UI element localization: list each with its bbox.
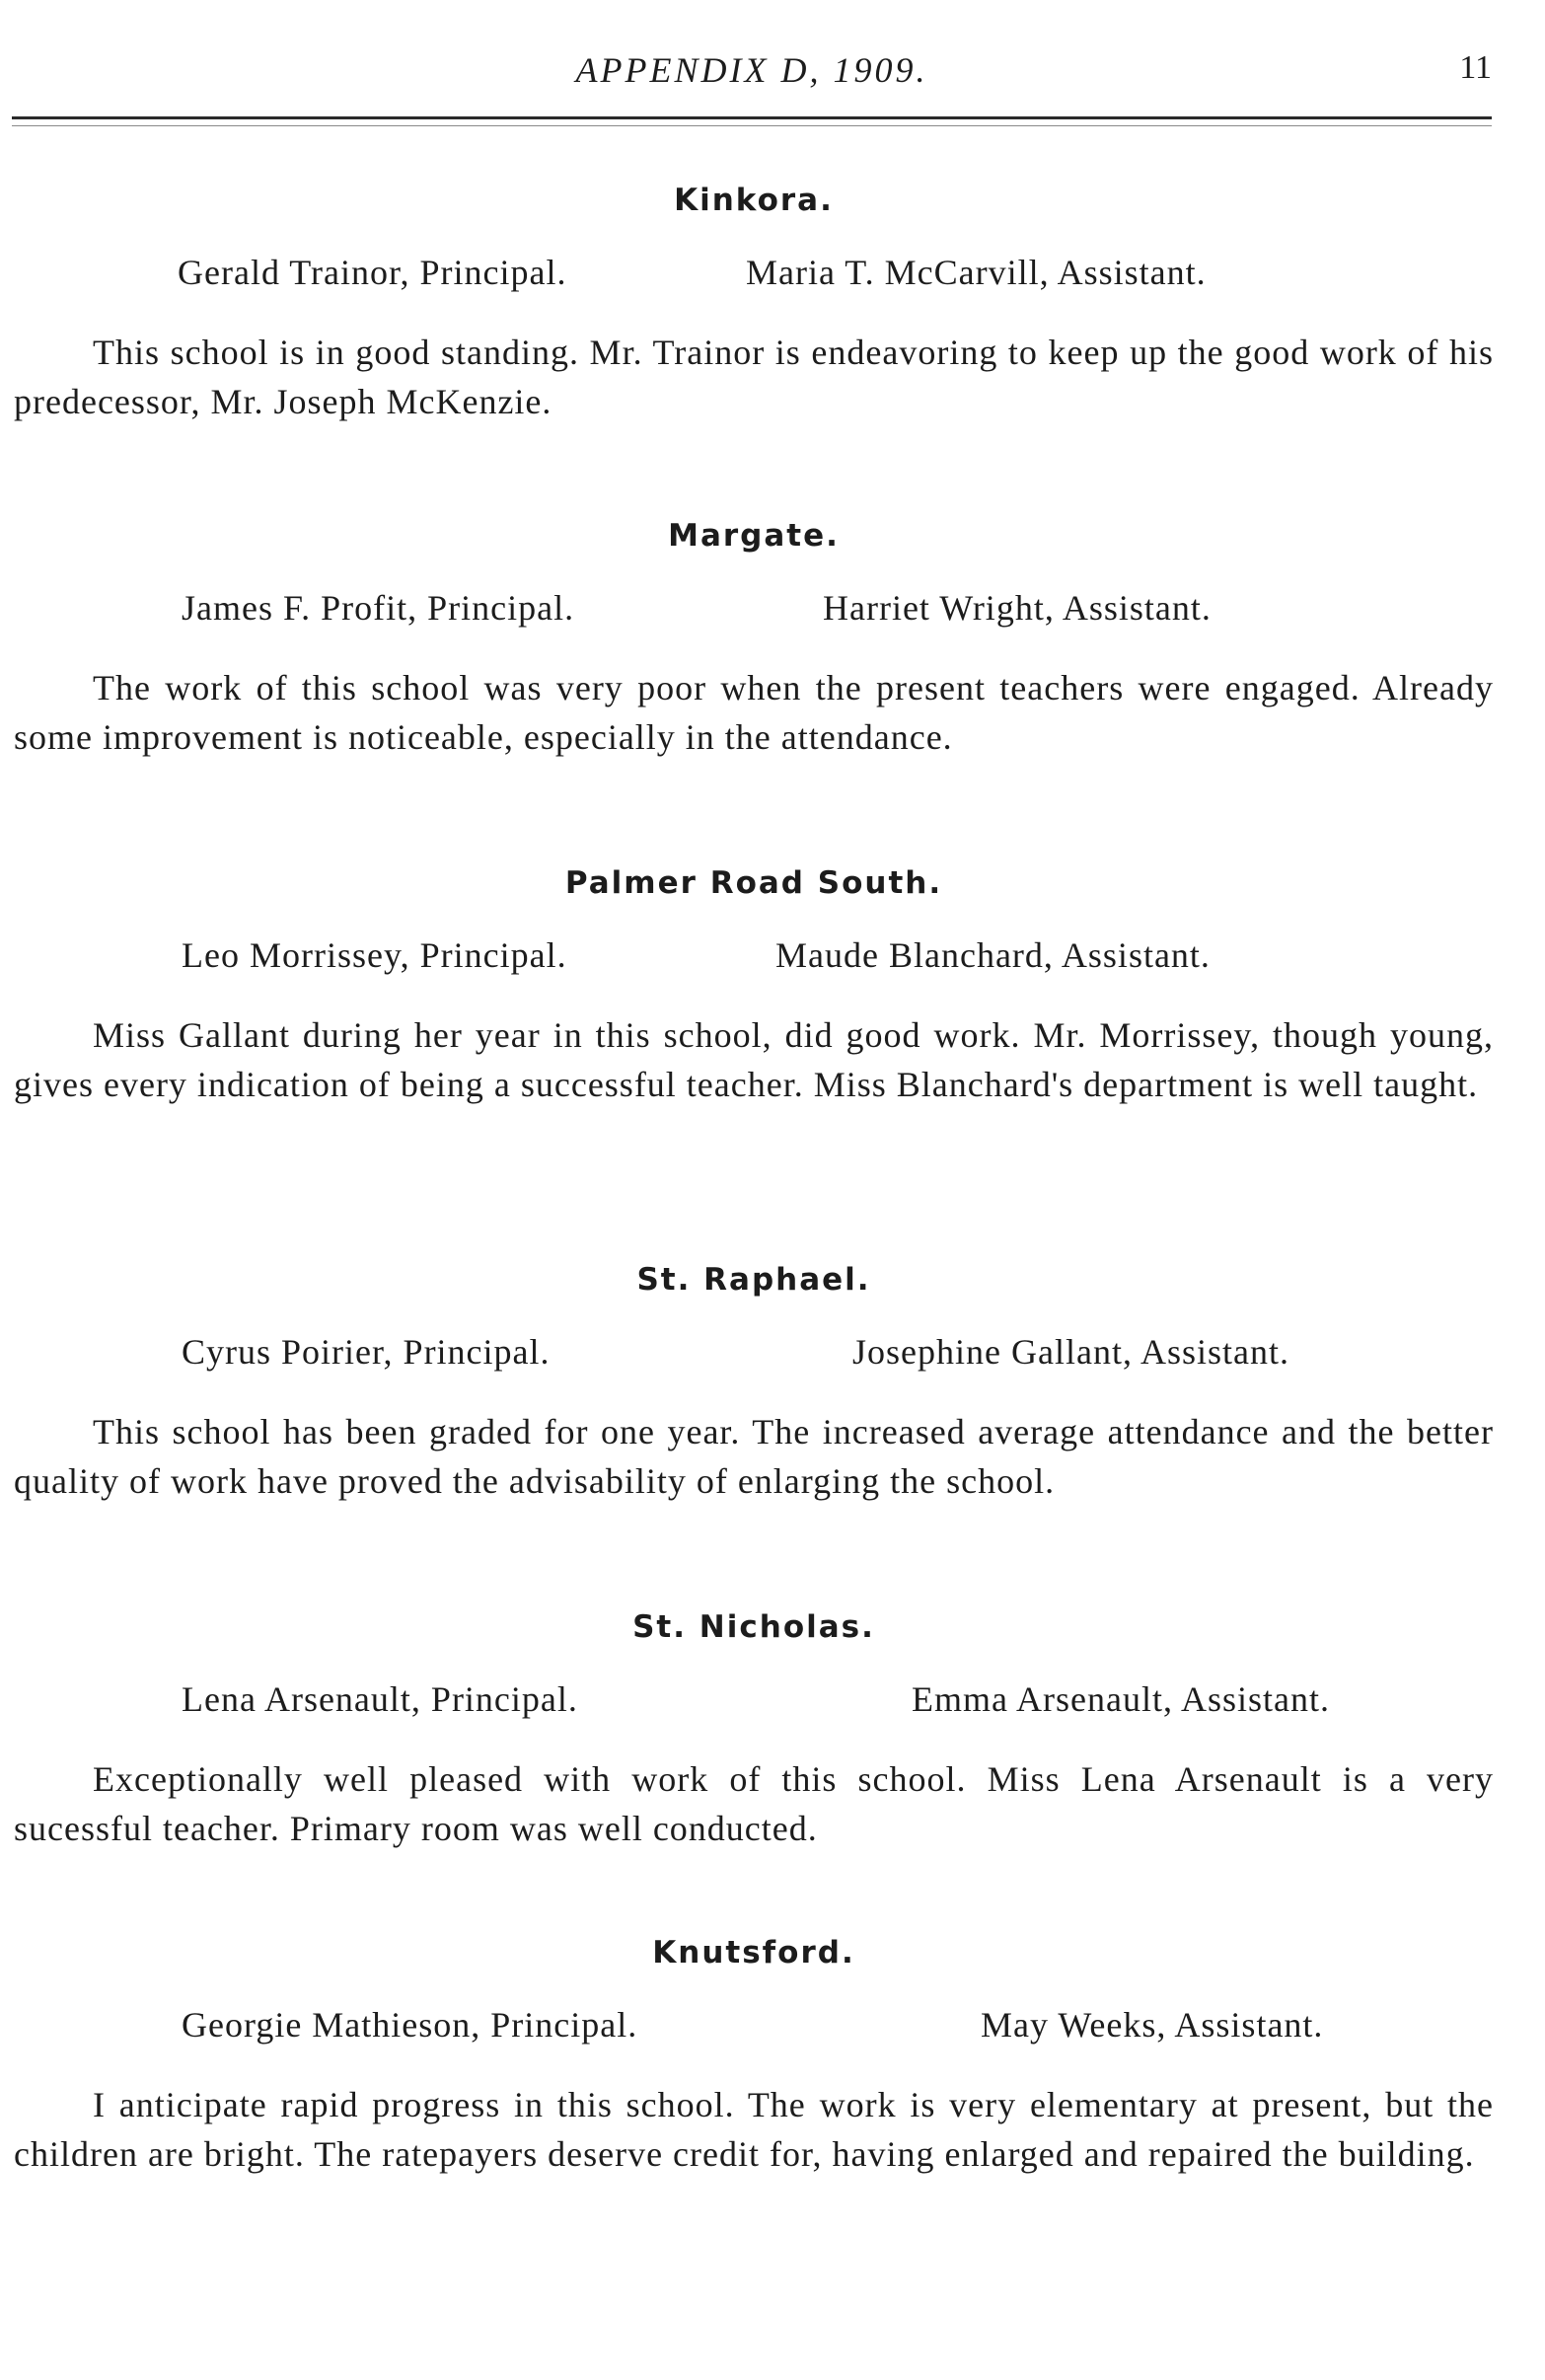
assistant-name: May Weeks, Assistant.	[981, 2005, 1324, 2045]
staff-line	[14, 243, 1494, 302]
school-entry-margate	[14, 513, 1494, 762]
school-entry-st-nicholas	[14, 1604, 1494, 1853]
school-entry-kinkora	[14, 178, 1494, 426]
assistant-name: Maude Blanchard, Assistant.	[775, 935, 1211, 975]
school-report: This school is in good standing. Mr. Trainor is endeavoring to keep up the good work of his predecessor, Mr. Joseph McKenzie.	[14, 333, 1494, 421]
school-report: I anticipate rapid progress in this school. The work is very elementary at present, but the children are bright. The ratepayers deserve credit for, having enlarged and repaired the building.	[14, 2085, 1494, 2174]
staff-line	[14, 1322, 1494, 1381]
principal-name: James F. Profit, Principal.	[182, 588, 575, 628]
school-heading: Palmer Road South.	[564, 865, 943, 901]
school-heading: Kinkora.	[674, 183, 834, 218]
principal-name: Georgie Mathieson, Principal.	[182, 2005, 638, 2045]
principal-name: Cyrus Poirier, Principal.	[182, 1332, 551, 1372]
school-entry-knutsford	[14, 1930, 1494, 2179]
school-report: Miss Gallant during her year in this school, did good work. Mr. Morrissey, though young, gives every indication of being a successful teacher. Miss Blanchard's department is well taught.	[14, 1015, 1494, 1104]
school-report: The work of this school was very poor when the present teachers were engaged. Already some improvement is noticeable, especially in the attendance.	[14, 668, 1494, 757]
school-heading: Margate.	[668, 518, 840, 554]
staff-line	[14, 578, 1494, 637]
assistant-name: Harriet Wright, Assistant.	[823, 588, 1212, 628]
school-report: Exceptionally well pleased with work of this school. Miss Lena Arsenault is a very sucessful teacher. Primary room was well conducted.	[14, 1759, 1494, 1848]
assistant-name: Josephine Gallant, Assistant.	[852, 1332, 1289, 1372]
principal-name: Leo Morrissey, Principal.	[182, 935, 567, 975]
principal-name: Gerald Trainor, Principal.	[178, 253, 567, 292]
school-entry-palmer-road-south	[14, 860, 1494, 1109]
school-report: This school has been graded for one year. The increased average attendance and the better quality of work have proved the advisability of enlarging the school.	[14, 1412, 1494, 1501]
staff-line	[14, 926, 1494, 985]
school-heading: St. Nicholas.	[632, 1609, 875, 1645]
header-rule-thin	[12, 125, 1492, 126]
header-rule-thick	[12, 116, 1492, 119]
page-number: 11	[1459, 49, 1492, 86]
school-heading: Knutsford.	[652, 1935, 855, 1971]
staff-line	[14, 1995, 1494, 2054]
school-heading: St. Raphael.	[636, 1262, 871, 1298]
staff-line	[14, 1670, 1494, 1729]
running-title: APPENDIX D, 1909.	[575, 50, 928, 90]
running-head	[12, 43, 1492, 103]
assistant-name: Emma Arsenault, Assistant.	[912, 1679, 1330, 1719]
principal-name: Lena Arsenault, Principal.	[182, 1679, 578, 1719]
school-entry-st-raphael	[14, 1257, 1494, 1506]
assistant-name: Maria T. McCarvill, Assistant.	[746, 253, 1207, 292]
